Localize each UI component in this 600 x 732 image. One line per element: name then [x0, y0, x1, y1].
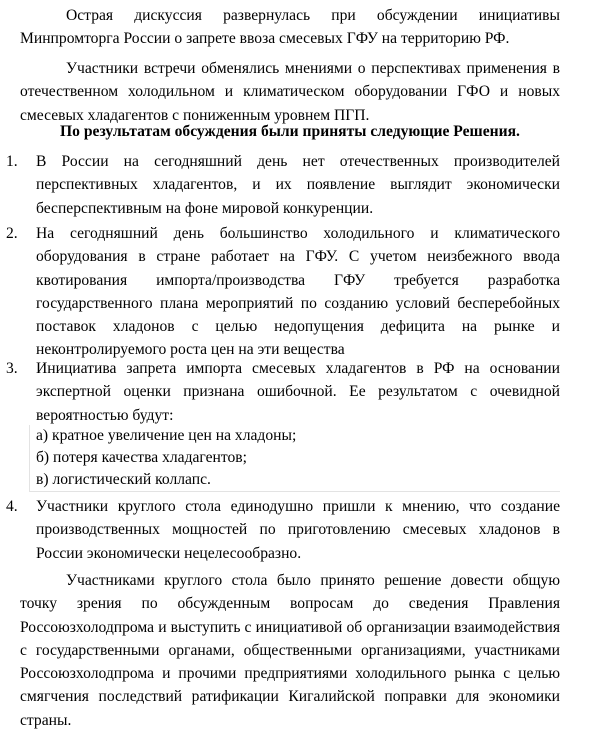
decision-number: 3. — [6, 360, 18, 377]
decision-text: В России на сегодняшний день нет отечественных производителей перспективных хладагентов, и их появление выглядит экономически бесперспективным на фоне мировой конкуренции. — [36, 153, 560, 217]
decision-text: На сегодняшний день большинство холодильного и климатического оборудования в стране работает на ГФУ. С учетом неизбежного ввода квотирования импорта/производства ГФУ требуется разработка государственного плана мероприятий по созданию условий бесперебойных поставок хладонов с целью недопущения дефицита на рынке и неконтролируемого роста цен на эти вещества — [36, 225, 560, 359]
decision-text: Участники круглого стола единодушно пришли к мнению, что создание производственных мощностей по приготовлению смесевых хладонов в России экономически нецелесообразно. — [36, 498, 560, 562]
decisions-heading: По результатам обсуждения были приняты следующие Решения. — [60, 123, 520, 140]
table-border-left — [29, 425, 30, 492]
decision-number: 4. — [6, 498, 18, 515]
consequence-item-c: в) логистический коллапс. — [36, 471, 211, 488]
decision-text: Инициатива запрета импорта смесевых хладагентов в РФ на основании экспертной оценки признана ошибочной. Ее результатом с очевидной вероятностью будут: — [36, 360, 560, 424]
intro-paragraph-exchange: Участники встречи обменялись мнениями о перспективах применения в отечественном холодильном и климатическом оборудовании ГФО и новых смесевых хладагентов с пониженным уровнем ПГП. — [20, 60, 560, 124]
intro-paragraph-discussion: Острая дискуссия развернулась при обсуждении инициативы Минпромторга России о запрете ввоза смесевых ГФУ на территорию РФ. — [20, 7, 560, 48]
consequence-item-a: а) кратное увеличение цен на хладоны; — [36, 427, 297, 444]
closing-paragraph: Участниками круглого стола было принято решение довести общую точку зрения по обсужденным вопросам до сведения Правления Россоюзхолодпрома и выступить с инициативой об организации взаимодействия с государственными органами, общественными организациями, участниками Россоюзхолодпрома и прочими предприятиями холодильного рынка с целью смягчения последствий ратификации Кигалийской поправки для экономики страны. — [20, 572, 560, 729]
consequence-item-b: б) потеря качества хладагентов; — [36, 449, 247, 466]
decision-number: 2. — [6, 225, 18, 242]
decision-number: 1. — [6, 153, 18, 170]
